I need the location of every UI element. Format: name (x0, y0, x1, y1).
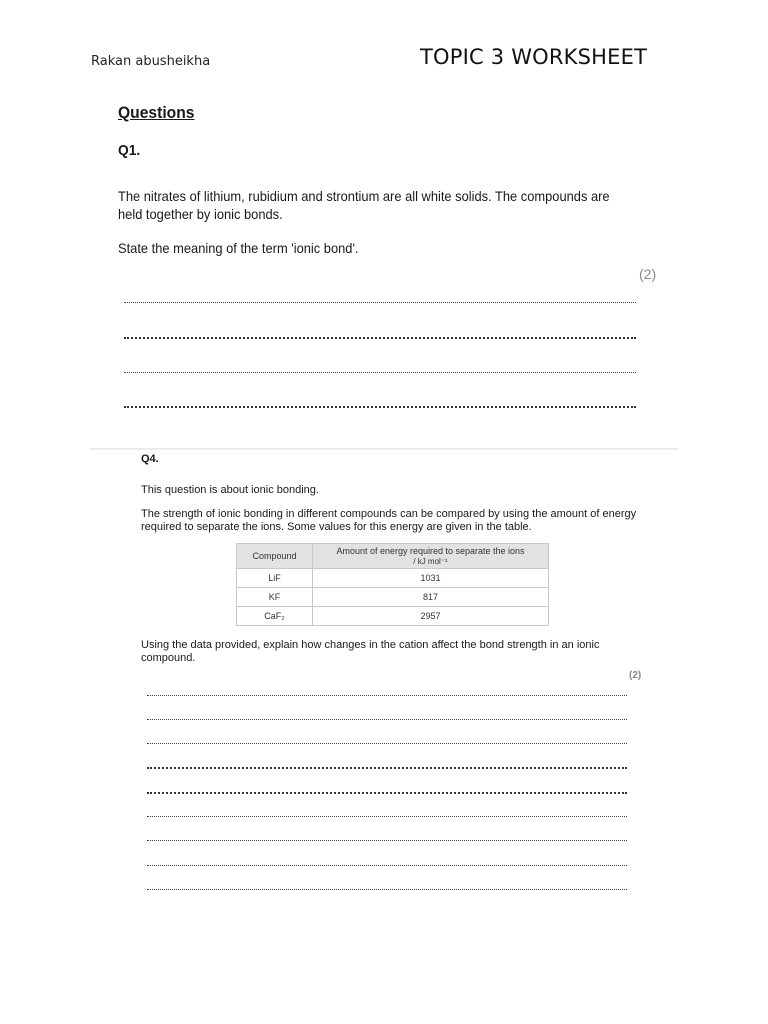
q4-answer-line[interactable] (147, 695, 627, 696)
q1-text: The nitrates of lithium, rubidium and strontium are all white solids. The compounds are held together by ionic bonds. (118, 188, 610, 222)
q4-answer-line[interactable] (147, 889, 627, 890)
table-header-compound: Compound (237, 544, 313, 569)
q1-prompt: State the meaning of the term 'ionic bond'. (118, 240, 359, 256)
q4-answer-line[interactable] (147, 865, 627, 866)
q1-answer-line[interactable] (124, 337, 636, 339)
q4-answer-line[interactable] (147, 792, 627, 794)
q4-intro: This question is about ionic bonding. (141, 484, 319, 496)
q4-answer-line[interactable] (147, 743, 627, 744)
q1-marks: (2) (639, 266, 657, 282)
table-cell-compound: KF (237, 588, 313, 607)
table-cell-compound: CaF₂ (237, 607, 313, 626)
table-row (237, 607, 549, 626)
q1-answer-line[interactable] (124, 302, 636, 303)
section-divider (90, 448, 678, 450)
table-row (237, 588, 549, 607)
q1-answer-line[interactable] (124, 372, 636, 373)
q4-text: The strength of ionic bonding in different compounds can be compared by using the amount of energy required to separate the ions. Some values for this energy are given in the table. (141, 508, 637, 533)
student-name: Rakan abusheikha (91, 54, 211, 69)
q4-question: Using the data provided, explain how changes in the cation affect the bond strength in an ionic compound. (141, 639, 600, 664)
q4-marks: (2) (629, 670, 642, 681)
table-header-energy (313, 544, 549, 569)
q1-label: Q1. (118, 142, 141, 159)
table-row (237, 569, 549, 588)
worksheet-title: TOPIC 3 WORKSHEET (420, 45, 648, 69)
table-cell-compound: LiF (237, 569, 313, 588)
table-cell-energy: 1031 (313, 569, 549, 588)
q4-answer-line[interactable] (147, 719, 627, 720)
section-heading: Questions (118, 103, 195, 122)
q4-label: Q4. (141, 453, 159, 465)
q4-answer-line[interactable] (147, 767, 627, 769)
q4-answer-line[interactable] (147, 816, 627, 817)
table-header-energy-unit: / kJ mol⁻¹ (413, 557, 448, 566)
table-cell-energy: 2957 (313, 607, 549, 626)
energy-table (236, 543, 549, 626)
q4-answer-line[interactable] (147, 840, 627, 841)
table-header-energy-label: Amount of energy required to separate the ions (336, 546, 525, 556)
table-cell-energy: 817 (313, 588, 549, 607)
q1-answer-line[interactable] (124, 406, 636, 408)
